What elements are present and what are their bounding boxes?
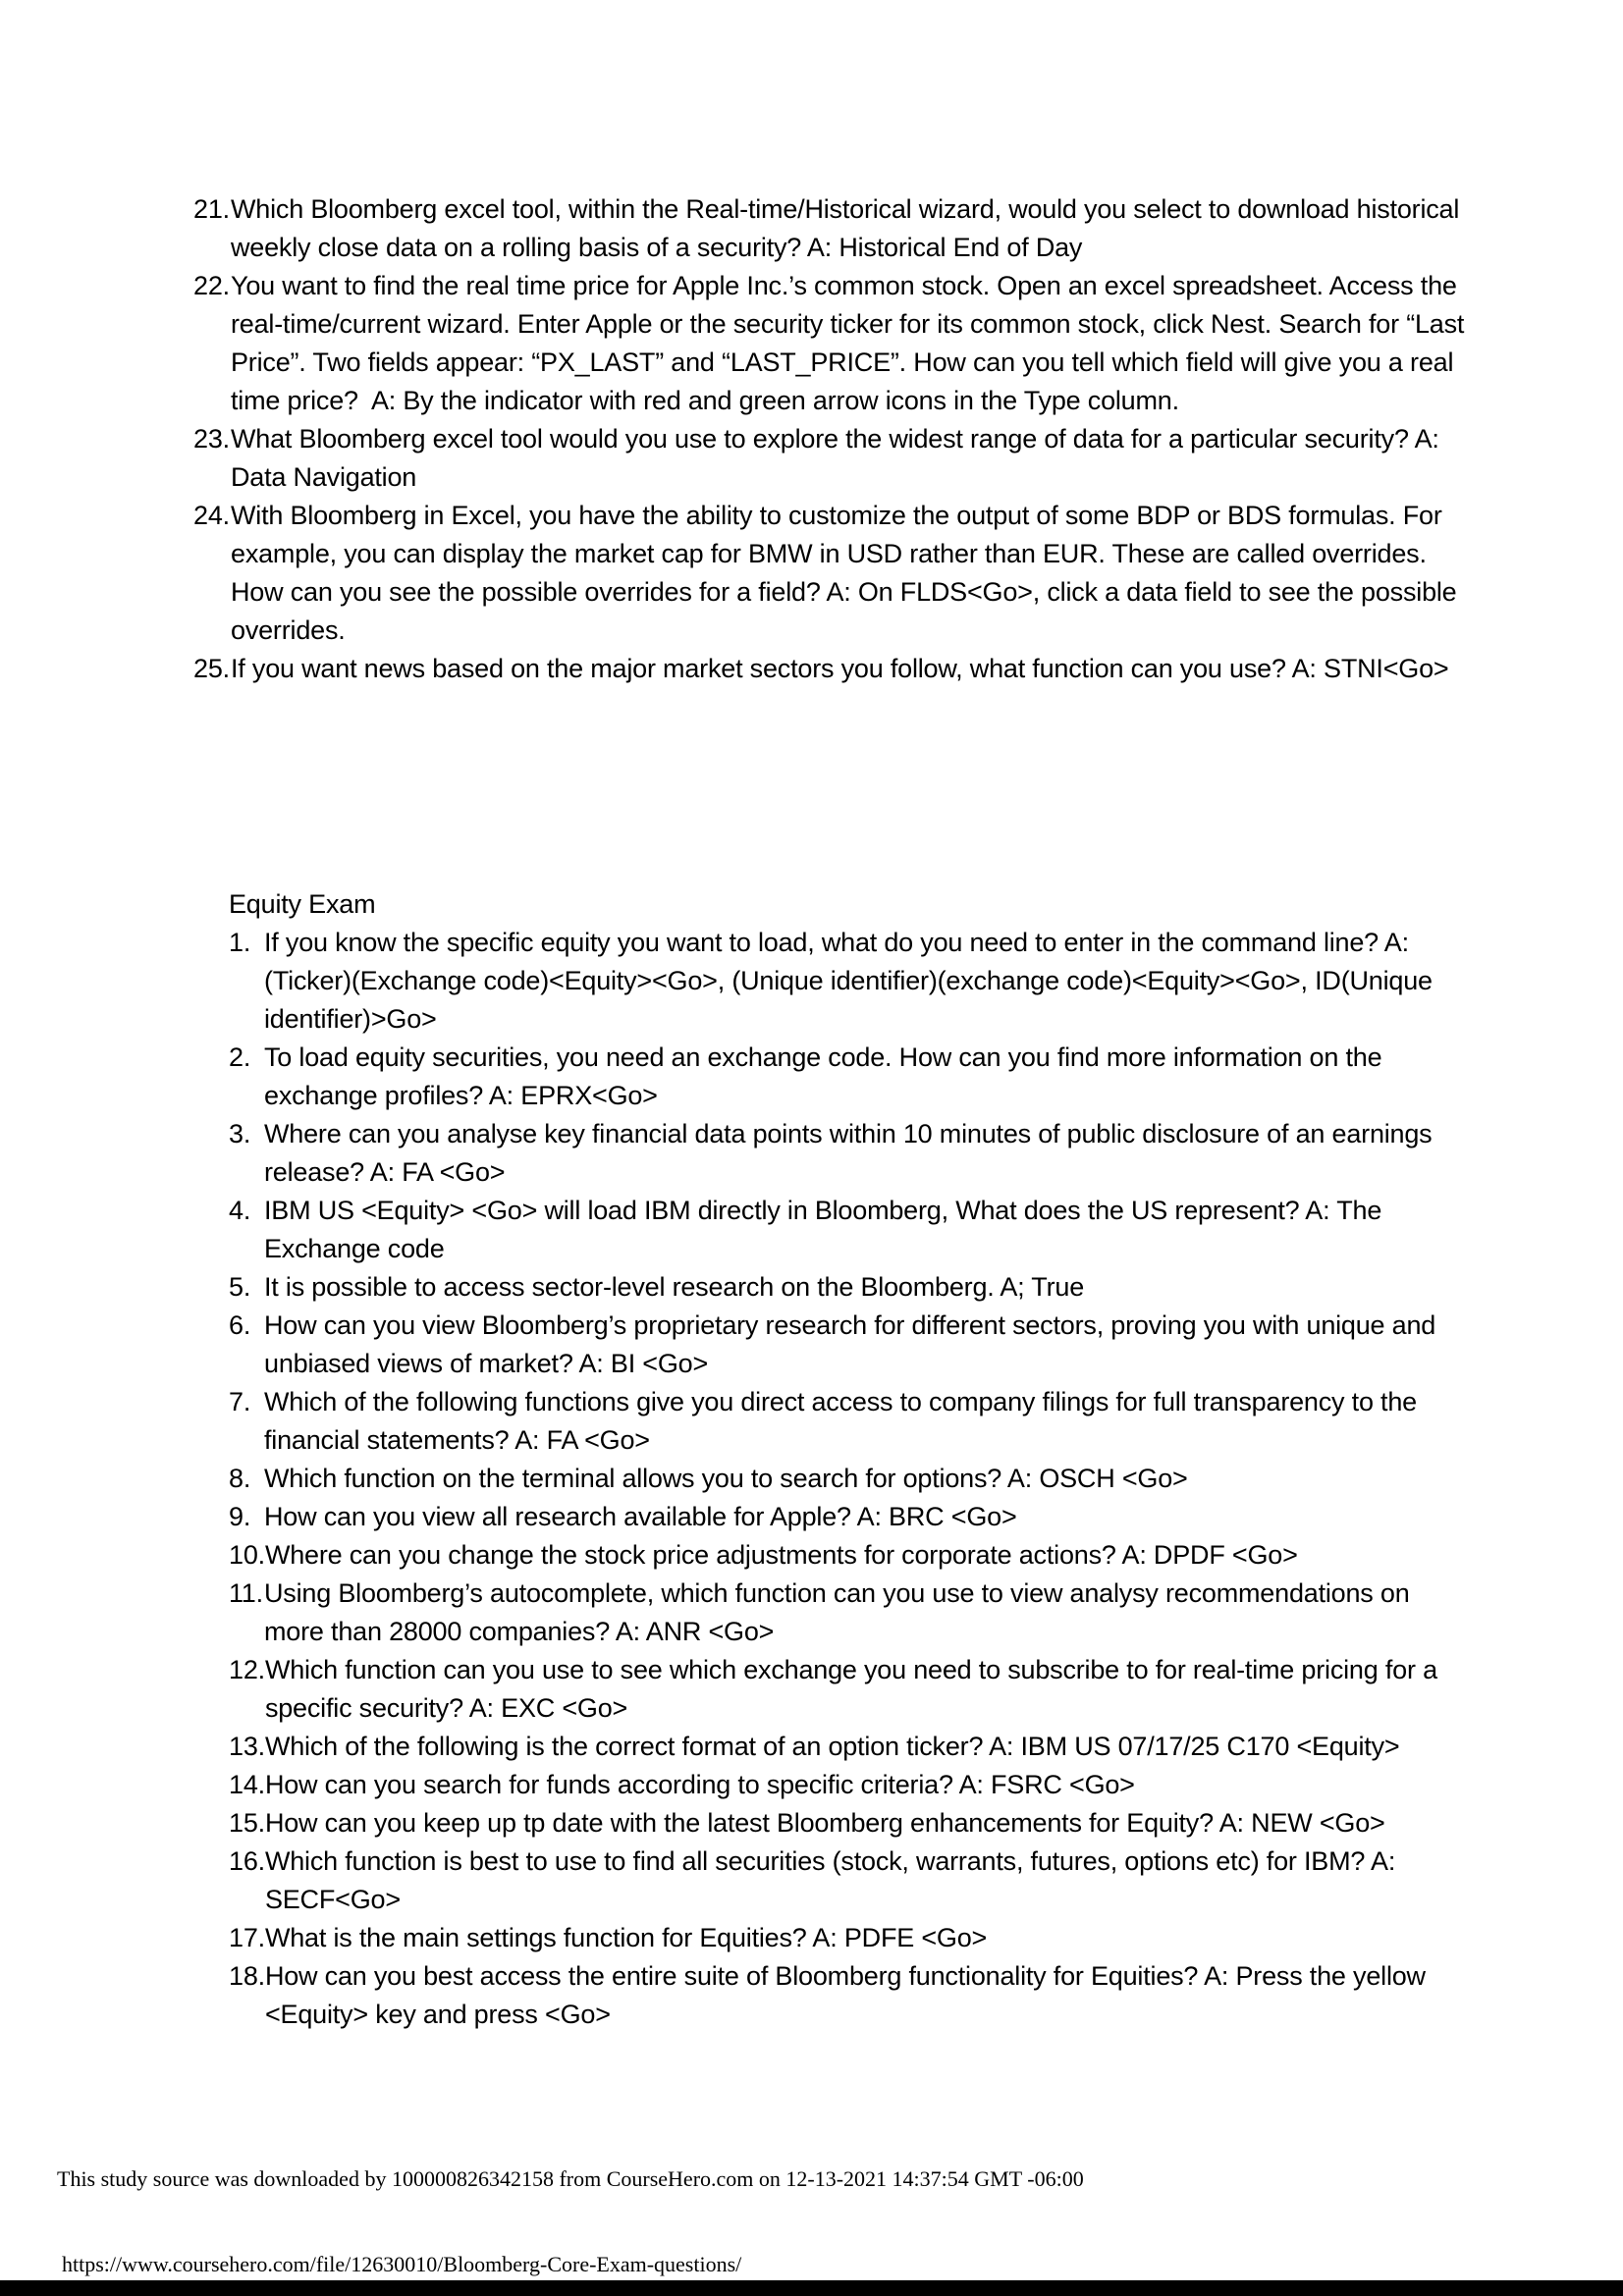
question-number: 4.: [229, 1196, 251, 1225]
question-number: 3.: [229, 1119, 251, 1148]
question-text: If you know the specific equity you want to load, what do you need to enter in the command line? A: (Ticker)(Exchange code)<Equity><Go>, (Unique identifier)(exchange code)<Equity><Go>, ID(Unique identifier)>Go>: [264, 928, 1440, 1034]
question-text: Using Bloomberg’s autocomplete, which function can you use to view analysy recommendations on more than 28000 companies? A: ANR <Go>: [264, 1578, 1417, 1646]
question-text: If you want news based on the major market sectors you follow, what function can you use? A: STNI<Go>: [231, 654, 1449, 683]
question-number: 23.: [193, 424, 230, 454]
question-number: 24.: [193, 501, 230, 530]
question-text: You want to find the real time price for Apple Inc.’s common stock. Open an excel spreadsheet. Access the real-time/current wizard. Enter Apple or the security ticker for its common stock, click Nest. Search for “Last Price”. Two fields appear: “PX_LAST” and “LAST_PRICE”. How can you tell which field will give you a real time price? A: By the indicator with red and green arrow icons in the Type column.: [231, 271, 1472, 415]
coursehero-file-link[interactable]: https://www.coursehero.com/file/12630010/Bloomberg-Core-Exam-questions/: [62, 2252, 742, 2276]
question-item: [229, 1804, 1476, 1842]
question-number: 8.: [229, 1464, 251, 1493]
question-number: 22.: [193, 271, 230, 300]
question-number: 9.: [229, 1502, 251, 1531]
question-item: [229, 1575, 1476, 1651]
question-text: IBM US <Equity> <Go> will load IBM directly in Bloomberg, What does the US represent? A: The Exchange code: [264, 1196, 1389, 1263]
question-item: [229, 1728, 1476, 1766]
question-number: 18.: [229, 1961, 265, 1991]
question-text: Which of the following is the correct format of an option ticker? A: IBM US 07/17/25 C170 <Equity>: [264, 1732, 1400, 1761]
question-text: How can you view Bloomberg’s proprietary research for different sectors, proving you with unique and unbiased views of market? A: BI <Go>: [264, 1310, 1443, 1378]
question-item: [229, 1919, 1476, 1957]
question-number: 13.: [229, 1732, 265, 1761]
question-number: 25.: [193, 654, 230, 683]
question-item: [229, 1039, 1476, 1115]
question-text: It is possible to access sector-level research on the Bloomberg. A; True: [264, 1272, 1085, 1302]
question-text: Which Bloomberg excel tool, within the Real-time/Historical wizard, would you select to download historical weekly close data on a rolling basis of a security? A: Historical End of Day: [231, 194, 1467, 262]
question-item: [229, 1192, 1476, 1268]
equity-exam-section: [229, 885, 1476, 2034]
question-text: With Bloomberg in Excel, you have the ability to customize the output of some BDP or BDS formulas. For example, you can display the market cap for BMW in USD rather than EUR. These are called overrides. How can you see the possible overrides for a field? A: On FLDS<Go>, click a data field to see the possible overrides.: [231, 501, 1464, 645]
page-bottom-bar: [0, 2280, 1623, 2296]
coursehero-download-note: This study source was downloaded by 100000826342158 from CourseHero.com on 12-13-2021 14:37:54 GMT -06:00: [57, 2166, 1084, 2191]
question-text: Which function on the terminal allows you to search for options? A: OSCH <Go>: [264, 1464, 1188, 1493]
question-number: 12.: [229, 1655, 265, 1684]
question-item: [193, 497, 1470, 650]
question-text: What is the main settings function for Equities? A: PDFE <Go>: [264, 1923, 988, 1952]
equity-exam-question-list: [229, 924, 1476, 2034]
question-item: [229, 1536, 1476, 1575]
question-item: [229, 1268, 1476, 1307]
equity-exam-heading: Equity Exam: [229, 889, 376, 919]
question-item: [193, 267, 1470, 420]
question-text: Which of the following functions give you direct access to company filings for full transparency to the financial statements? A: FA <Go>: [264, 1387, 1425, 1455]
question-text: How can you keep up tp date with the latest Bloomberg enhancements for Equity? A: NEW <Go>: [264, 1808, 1385, 1838]
question-text: Which function can you use to see which exchange you need to subscribe to for real-time pricing for a specific security? A: EXC <Go>: [264, 1655, 1445, 1723]
bloomberg-excel-question-list: [193, 190, 1470, 688]
question-item: [229, 1957, 1476, 2034]
question-number: 15.: [229, 1808, 265, 1838]
question-item: [193, 190, 1470, 267]
question-number: 5.: [229, 1272, 251, 1302]
question-number: 14.: [229, 1770, 265, 1799]
question-text: What Bloomberg excel tool would you use to explore the widest range of data for a particular security? A: Data Navigation: [231, 424, 1446, 492]
question-item: [229, 1842, 1476, 1919]
question-item: [229, 1460, 1476, 1498]
question-text: Which function is best to use to find all securities (stock, warrants, futures, options etc) for IBM? A: SECF<Go>: [264, 1846, 1403, 1914]
question-text: How can you search for funds according to specific criteria? A: FSRC <Go>: [264, 1770, 1135, 1799]
question-text: Where can you analyse key financial data points within 10 minutes of public disclosure of an earnings release? A: FA <Go>: [264, 1119, 1439, 1187]
question-text: How can you view all research available for Apple? A: BRC <Go>: [264, 1502, 1017, 1531]
question-number: 11.: [229, 1578, 263, 1608]
question-item: [229, 1766, 1476, 1804]
question-item: [229, 924, 1476, 1039]
question-text: To load equity securities, you need an exchange code. How can you find more information on the exchange profiles? A: EPRX<Go>: [264, 1042, 1389, 1110]
question-number: 2.: [229, 1042, 251, 1072]
question-text: How can you best access the entire suite of Bloomberg functionality for Equities? A: Press the yellow <Equity> key and press <Go>: [264, 1961, 1434, 2029]
question-number: 7.: [229, 1387, 251, 1416]
question-number: 21.: [193, 194, 230, 224]
question-item: [193, 420, 1470, 497]
question-text: Where can you change the stock price adjustments for corporate actions? A: DPDF <Go>: [264, 1540, 1298, 1570]
question-item: [229, 1115, 1476, 1192]
question-item: [229, 1383, 1476, 1460]
question-number: 6.: [229, 1310, 251, 1340]
question-item: [229, 1498, 1476, 1536]
question-number: 16.: [229, 1846, 265, 1876]
question-item: [229, 1307, 1476, 1383]
question-number: 17.: [229, 1923, 265, 1952]
question-item: [193, 650, 1470, 688]
question-number: 1.: [229, 928, 251, 957]
question-number: 10.: [229, 1540, 265, 1570]
question-item: [229, 1651, 1476, 1728]
